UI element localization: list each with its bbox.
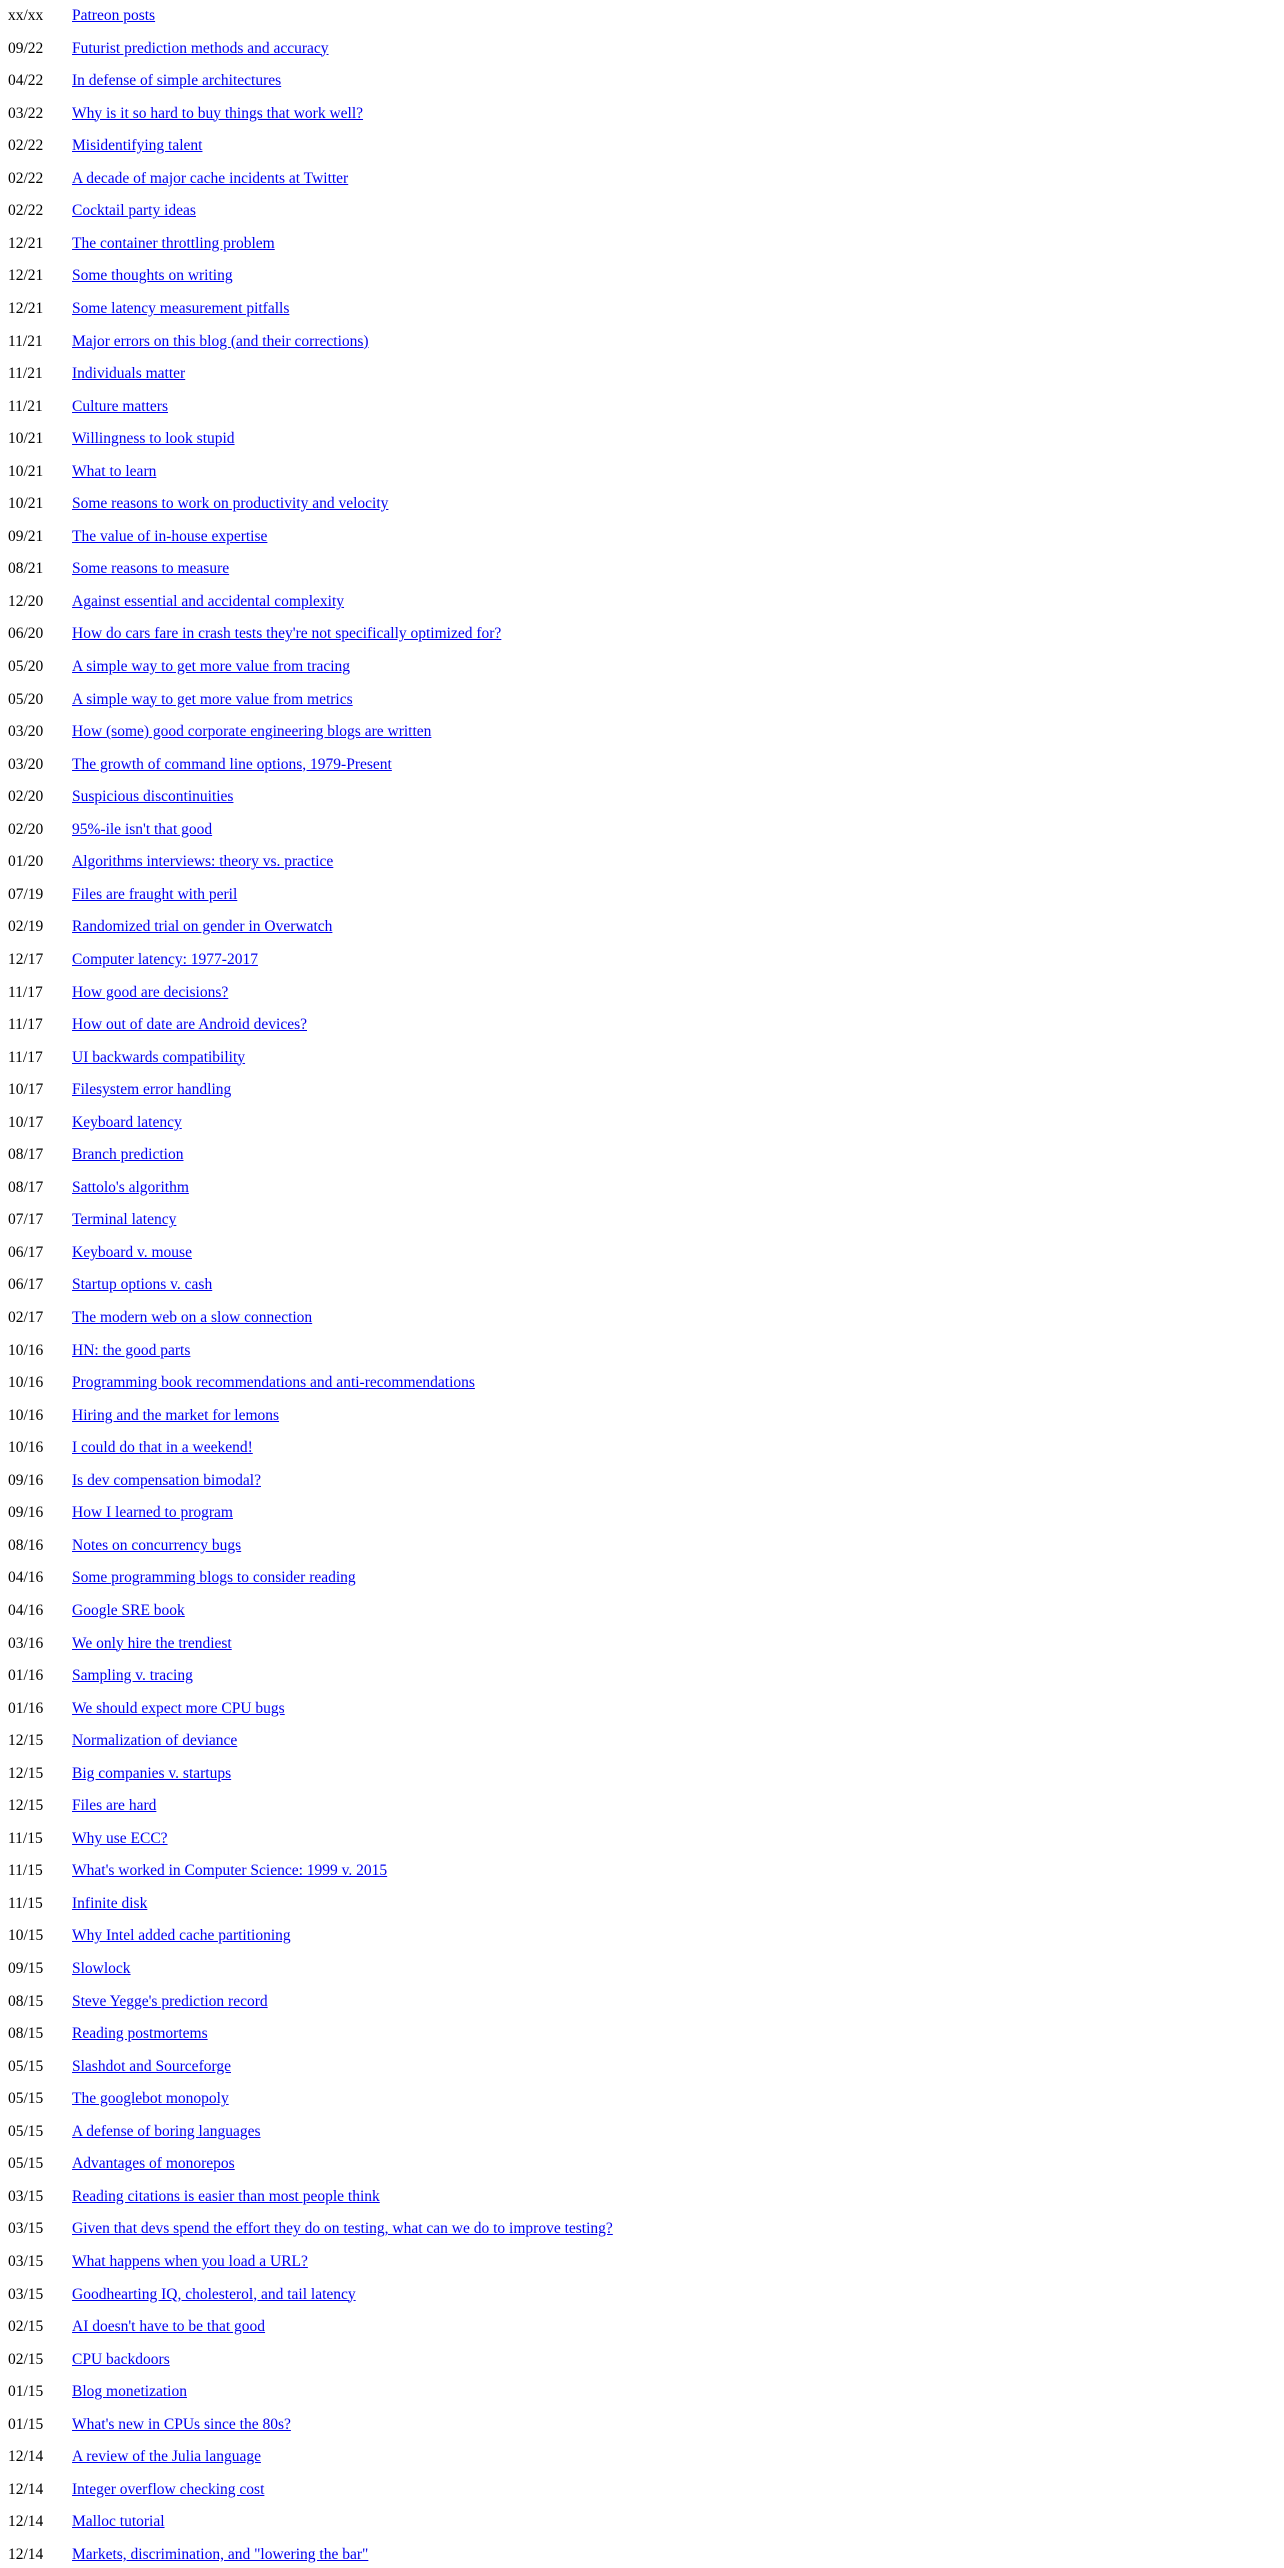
post-link[interactable]: Files are hard bbox=[72, 1797, 157, 1815]
post-link[interactable]: Integer overflow checking cost bbox=[72, 2480, 265, 2498]
post-link[interactable]: Willingness to look stupid bbox=[72, 430, 235, 448]
post-date: 10/17 bbox=[8, 1113, 44, 1131]
post-link[interactable]: UI backwards compatibility bbox=[72, 1048, 246, 1066]
post-link[interactable]: Why Intel added cache partitioning bbox=[72, 1927, 291, 1945]
post-date: 05/15 bbox=[8, 2057, 44, 2075]
post-date: 09/16 bbox=[8, 1504, 44, 1522]
post-link[interactable]: Suspicious discontinuities bbox=[72, 788, 234, 806]
post-date: 12/15 bbox=[8, 1732, 44, 1750]
post-link[interactable]: I could do that in a weekend! bbox=[72, 1439, 253, 1457]
post-date: 01/15 bbox=[8, 2383, 44, 2401]
post-date: 10/16 bbox=[8, 1374, 44, 1392]
post-date: 03/15 bbox=[8, 2252, 44, 2270]
post-link[interactable]: Notes on concurrency bugs bbox=[72, 1536, 242, 1554]
post-link[interactable]: What to learn bbox=[72, 462, 157, 480]
post-link[interactable]: Google SRE book bbox=[72, 1601, 185, 1619]
post-link[interactable]: Sampling v. tracing bbox=[72, 1667, 193, 1684]
post-link[interactable]: Slashdot and Sourceforge bbox=[72, 2057, 231, 2075]
post-link[interactable]: How do cars fare in crash tests they're not specifically optimized for? bbox=[72, 625, 502, 643]
post-link[interactable]: Futurist prediction methods and accuracy bbox=[72, 39, 329, 57]
post-link[interactable]: The googlebot monopoly bbox=[72, 2090, 229, 2108]
post-date: 12/14 bbox=[8, 2448, 44, 2466]
post-link[interactable]: The value of in-house expertise bbox=[72, 527, 268, 545]
post-date: 10/21 bbox=[8, 430, 44, 448]
post-link[interactable]: The container throttling problem bbox=[72, 234, 275, 252]
post-link[interactable]: How I learned to program bbox=[72, 1504, 233, 1522]
post-date: 02/22 bbox=[8, 169, 44, 187]
post-link[interactable]: Steve Yegge's prediction record bbox=[72, 1992, 268, 2010]
post-date: 08/15 bbox=[8, 2025, 44, 2043]
post-date: 11/21 bbox=[8, 365, 43, 382]
post-date: 07/17 bbox=[8, 1211, 44, 1229]
post-date: 12/15 bbox=[8, 1797, 44, 1815]
post-link[interactable]: A simple way to get more value from tracing bbox=[72, 658, 351, 675]
post-date: 11/21 bbox=[8, 332, 43, 350]
post-link[interactable]: AI doesn't have to be that good bbox=[72, 2318, 266, 2335]
post-link[interactable]: Culture matters bbox=[72, 397, 168, 415]
post-date: 11/15 bbox=[8, 1829, 43, 1847]
post-date: 12/14 bbox=[8, 2513, 44, 2531]
post-date: 02/22 bbox=[8, 202, 44, 220]
post-date: 06/17 bbox=[8, 1276, 44, 1294]
post-link[interactable]: A simple way to get more value from metrics bbox=[72, 690, 353, 708]
post-date: 03/20 bbox=[8, 723, 44, 741]
post-link[interactable]: Normalization of deviance bbox=[72, 1732, 238, 1750]
post-date: 05/20 bbox=[8, 690, 44, 708]
post-date: 12/15 bbox=[8, 1764, 44, 1782]
post-date: 12/21 bbox=[8, 299, 44, 317]
post-date: 01/20 bbox=[8, 853, 44, 871]
post-link[interactable]: Algorithms interviews: theory vs. practice bbox=[72, 853, 334, 871]
post-link[interactable]: In defense of simple architectures bbox=[72, 72, 282, 90]
post-link[interactable]: Cocktail party ideas bbox=[72, 202, 196, 220]
post-link[interactable]: How good are decisions? bbox=[72, 983, 229, 1001]
post-link[interactable]: A decade of major cache incidents at Twitter bbox=[72, 169, 349, 187]
post-date: 03/15 bbox=[8, 2187, 44, 2205]
post-date: 12/21 bbox=[8, 267, 44, 285]
post-link[interactable]: How out of date are Android devices? bbox=[72, 1016, 308, 1033]
post-link[interactable]: We only hire the trendiest bbox=[72, 1634, 232, 1652]
post-date: 04/16 bbox=[8, 1601, 44, 1619]
post-date: 02/20 bbox=[8, 788, 44, 806]
post-date: 05/20 bbox=[8, 658, 44, 675]
post-date: 02/20 bbox=[8, 820, 44, 838]
post-date: 09/16 bbox=[8, 1471, 44, 1489]
post-date: 02/19 bbox=[8, 918, 44, 936]
post-link[interactable]: Malloc tutorial bbox=[72, 2513, 165, 2531]
post-date: 01/16 bbox=[8, 1667, 44, 1684]
post-date: 05/15 bbox=[8, 2122, 44, 2140]
post-link[interactable]: 95%-ile isn't that good bbox=[72, 820, 213, 838]
post-date: 11/21 bbox=[8, 397, 43, 415]
post-link[interactable]: Why use ECC? bbox=[72, 1829, 168, 1847]
post-date: 06/20 bbox=[8, 625, 44, 643]
post-date: 10/16 bbox=[8, 1341, 44, 1359]
post-date: 03/15 bbox=[8, 2285, 44, 2303]
post-link[interactable]: Given that devs spend the effort they do on testing, what can we do to improve testing? bbox=[72, 2220, 613, 2238]
post-link[interactable]: A defense of boring languages bbox=[72, 2122, 261, 2140]
post-date: 08/15 bbox=[8, 1992, 44, 2010]
post-link[interactable]: Patreon posts bbox=[72, 7, 156, 24]
post-link[interactable]: How (some) good corporate engineering blogs are written bbox=[72, 723, 432, 741]
post-date: 06/17 bbox=[8, 1243, 44, 1261]
post-link[interactable]: Keyboard latency bbox=[72, 1113, 182, 1131]
post-link[interactable]: What's new in CPUs since the 80s? bbox=[72, 2415, 291, 2433]
post-link[interactable]: Misidentifying talent bbox=[72, 137, 203, 155]
post-date: 09/21 bbox=[8, 527, 44, 545]
post-date: 11/15 bbox=[8, 1894, 43, 1912]
post-date: 10/21 bbox=[8, 495, 44, 513]
post-date: 02/22 bbox=[8, 137, 44, 155]
post-link[interactable]: Blog monetization bbox=[72, 2383, 187, 2401]
post-date: 12/21 bbox=[8, 234, 44, 252]
post-link[interactable]: HN: the good parts bbox=[72, 1341, 191, 1359]
post-date: 12/17 bbox=[8, 950, 44, 968]
post-link[interactable]: Files are fraught with peril bbox=[72, 885, 238, 903]
post-link[interactable]: What happens when you load a URL? bbox=[72, 2252, 308, 2270]
post-date: 09/22 bbox=[8, 39, 44, 57]
post-link[interactable]: The growth of command line options, 1979-Present bbox=[72, 755, 392, 773]
post-link[interactable]: What's worked in Computer Science: 1999 v. 2015 bbox=[72, 1862, 388, 1880]
post-link[interactable]: Individuals matter bbox=[72, 365, 186, 382]
post-date: 04/22 bbox=[8, 72, 44, 90]
post-link[interactable]: Against essential and accidental complexity bbox=[72, 592, 345, 610]
post-date: 07/19 bbox=[8, 885, 44, 903]
post-link[interactable]: Why is it so hard to buy things that work well? bbox=[72, 104, 364, 122]
post-link[interactable]: Computer latency: 1977-2017 bbox=[72, 950, 258, 968]
post-link[interactable]: Terminal latency bbox=[72, 1211, 177, 1229]
post-link[interactable]: Big companies v. startups bbox=[72, 1764, 232, 1782]
post-date: 03/20 bbox=[8, 755, 44, 773]
post-link[interactable]: Infinite disk bbox=[72, 1894, 148, 1912]
post-link[interactable]: Keyboard v. mouse bbox=[72, 1243, 192, 1261]
post-date: 01/15 bbox=[8, 2415, 44, 2433]
post-date: 08/17 bbox=[8, 1146, 44, 1164]
post-link[interactable]: Some programming blogs to consider reading bbox=[72, 1569, 356, 1587]
post-date: 08/17 bbox=[8, 1178, 44, 1196]
post-date: 08/16 bbox=[8, 1536, 44, 1554]
post-link[interactable]: Randomized trial on gender in Overwatch bbox=[72, 918, 333, 936]
post-link[interactable]: The modern web on a slow connection bbox=[72, 1309, 313, 1326]
post-date: 04/16 bbox=[8, 1569, 44, 1587]
post-date: 10/15 bbox=[8, 1927, 44, 1945]
post-date: 02/15 bbox=[8, 2350, 44, 2368]
post-date: 08/21 bbox=[8, 560, 44, 578]
post-link[interactable]: Some thoughts on writing bbox=[72, 267, 233, 285]
post-date: 10/21 bbox=[8, 462, 44, 480]
post-link[interactable]: Sattolo's algorithm bbox=[72, 1178, 189, 1196]
post-link[interactable]: We should expect more CPU bugs bbox=[72, 1699, 285, 1717]
post-link[interactable]: Startup options v. cash bbox=[72, 1276, 213, 1294]
post-link[interactable]: Is dev compensation bimodal? bbox=[72, 1471, 261, 1489]
post-date: 01/16 bbox=[8, 1699, 44, 1717]
post-date: 11/15 bbox=[8, 1862, 43, 1880]
post-date: 11/17 bbox=[8, 1048, 43, 1066]
post-link[interactable]: Hiring and the market for lemons bbox=[72, 1406, 280, 1424]
post-date: 10/17 bbox=[8, 1081, 44, 1099]
post-link[interactable]: CPU backdoors bbox=[72, 2350, 170, 2368]
post-link[interactable]: Reading postmortems bbox=[72, 2025, 208, 2043]
post-link[interactable]: Reading citations is easier than most people think bbox=[72, 2187, 380, 2205]
post-date: 12/14 bbox=[8, 2480, 44, 2498]
post-link[interactable]: Programming book recommendations and anti-recommendations bbox=[72, 1374, 475, 1392]
post-link[interactable]: Markets, discrimination, and "lowering the bar" bbox=[72, 2545, 369, 2563]
post-link[interactable]: Advantages of monorepos bbox=[72, 2155, 235, 2173]
post-link[interactable]: A review of the Julia language bbox=[72, 2448, 261, 2466]
post-link[interactable]: Some latency measurement pitfalls bbox=[72, 299, 290, 317]
post-date: 03/22 bbox=[8, 104, 44, 122]
post-link[interactable]: Branch prediction bbox=[72, 1146, 184, 1164]
post-date: 03/16 bbox=[8, 1634, 44, 1652]
post-link[interactable]: Goodhearting IQ, cholesterol, and tail latency bbox=[72, 2285, 356, 2303]
post-date: 10/16 bbox=[8, 1406, 44, 1424]
post-link[interactable]: Slowlock bbox=[72, 1960, 131, 1977]
post-link[interactable]: Some reasons to work on productivity and velocity bbox=[72, 495, 389, 513]
post-date: 11/17 bbox=[8, 1016, 43, 1033]
post-date: 11/17 bbox=[8, 983, 43, 1001]
post-date: 03/15 bbox=[8, 2220, 44, 2238]
post-date: 05/15 bbox=[8, 2090, 44, 2108]
post-date: 10/16 bbox=[8, 1439, 44, 1457]
post-link[interactable]: Major errors on this blog (and their corrections) bbox=[72, 332, 369, 350]
post-link[interactable]: Some reasons to measure bbox=[72, 560, 230, 578]
post-date: xx/xx bbox=[8, 7, 44, 24]
post-date: 02/15 bbox=[8, 2318, 44, 2335]
post-date: 02/17 bbox=[8, 1309, 44, 1326]
post-date: 09/15 bbox=[8, 1960, 44, 1977]
post-link[interactable]: Filesystem error handling bbox=[72, 1081, 232, 1099]
post-date: 05/15 bbox=[8, 2155, 44, 2173]
post-date: 12/14 bbox=[8, 2545, 44, 2563]
post-date: 12/20 bbox=[8, 592, 44, 610]
